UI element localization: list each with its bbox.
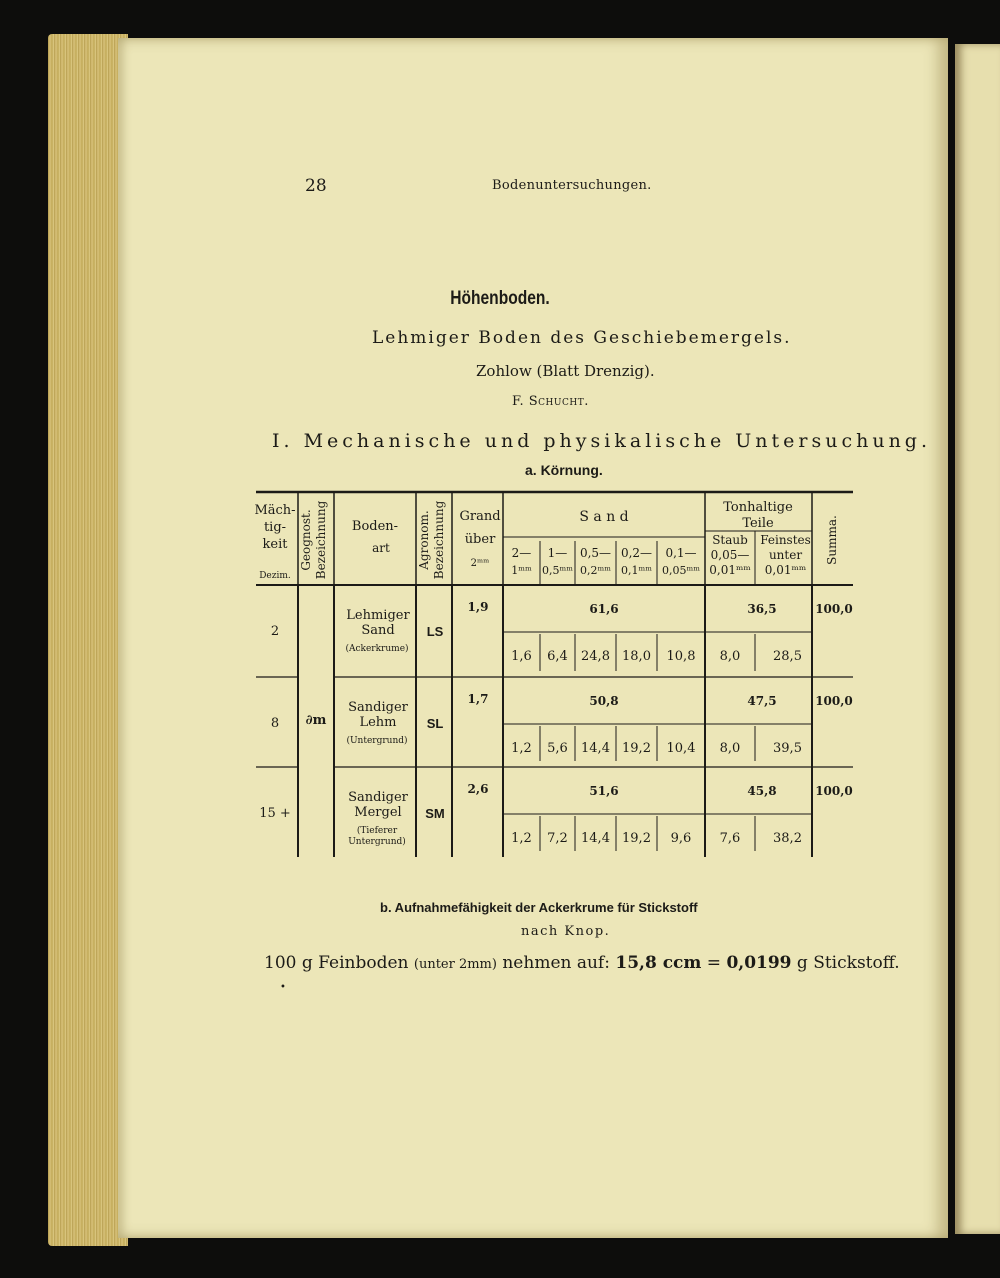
sand-fraction-value: 19,2 — [622, 741, 651, 756]
ink-dot: • — [280, 982, 286, 993]
page-number: 28 — [305, 176, 327, 196]
header-sand-fraction: 0,1— — [665, 546, 697, 560]
bodenart-note: Untergrund) — [348, 837, 406, 847]
result-ccm: 15,8 ccm — [615, 953, 702, 973]
header-sand-fraction: 1— — [547, 546, 568, 560]
sand-fraction-value: 7,2 — [547, 831, 568, 846]
bodenart-value: Sandiger — [348, 700, 408, 715]
header-agronom: Agronom. — [417, 510, 431, 570]
sand-fraction-value: 18,0 — [622, 649, 651, 664]
result-part-4: g Stickstoff. — [796, 953, 900, 973]
geognost-value: ∂m — [305, 713, 327, 728]
grand-value: 1,9 — [467, 600, 489, 614]
header-ton-fraction: unter — [768, 548, 803, 562]
bodenart-value: Sandiger — [348, 790, 408, 805]
result-part-2: (unter 2mm) — [413, 957, 497, 972]
author-line: F. Schucht. — [512, 394, 589, 409]
header-grand: Grand — [459, 509, 501, 524]
header-sand: S a n d — [579, 509, 629, 525]
bodenart-value: Lehm — [359, 715, 397, 730]
header-maechtigkeit: tig- — [263, 520, 287, 535]
ton-fraction-value: 8,0 — [719, 741, 741, 756]
ton-total-value: 36,5 — [747, 602, 777, 616]
bodenart-note: (Tieferer — [356, 826, 398, 836]
subsection-heading-a: a. Körnung. — [525, 462, 603, 478]
grand-value: 2,6 — [467, 782, 489, 796]
sand-fraction-value: 14,4 — [581, 741, 610, 756]
depth-value: 15 + — [259, 806, 291, 821]
sand-total-value: 50,8 — [589, 694, 619, 708]
subtitle: Lehmiger Boden des Geschiebemergels. — [372, 328, 792, 348]
nitrogen-result-line — [264, 953, 900, 973]
result-equals: = — [706, 953, 722, 973]
header-sand-fraction: 0,1ᵐᵐ — [621, 564, 652, 577]
header-ton-fraction: 0,01ᵐᵐ — [709, 563, 751, 577]
header-sand-fraction: 0,05ᵐᵐ — [662, 564, 700, 577]
header-bodenart: Boden- — [351, 519, 399, 534]
header-bodenart: art — [372, 541, 390, 555]
bodenart-note: (Untergrund) — [346, 736, 408, 746]
header-ton-fraction: 0,01ᵐᵐ — [764, 563, 807, 577]
agronom-value: SM — [425, 806, 445, 821]
sand-fraction-value: 6,4 — [547, 649, 568, 664]
sand-fraction-value: 10,8 — [666, 649, 696, 664]
subsection-heading-b: b. Aufnahmefähigkeit der Ackerkrume für Stickstoff — [380, 900, 698, 915]
summa-value: 100,0 — [815, 602, 853, 616]
grand-value: 1,7 — [467, 692, 489, 706]
header-ton-fraction: Feinstes — [760, 533, 811, 547]
page-title: Höhenboden. — [450, 288, 550, 309]
sand-total-value: 61,6 — [589, 602, 619, 616]
bodenart-value: Sand — [361, 623, 395, 638]
header-maechtigkeit: keit — [262, 537, 288, 552]
header-grand: 2ᵐᵐ — [470, 558, 490, 569]
ton-total-value: 47,5 — [747, 694, 777, 708]
result-part-1: 100 g Feinboden — [264, 953, 409, 973]
header-sand-fraction: 0,2— — [620, 546, 653, 560]
sand-fraction-value: 5,6 — [547, 741, 568, 756]
header-sand-fraction: 0,5— — [579, 546, 612, 560]
bodenart-value: Mergel — [354, 805, 402, 820]
ton-fraction-value: 7,6 — [719, 831, 741, 846]
bodenart-value: Lehmiger — [346, 608, 410, 623]
header-ton: Tonhaltige — [723, 500, 793, 515]
header-sand-fraction: 0,2ᵐᵐ — [580, 564, 611, 577]
header-ton-fraction: 0,05— — [710, 548, 750, 562]
sand-fraction-value: 19,2 — [622, 831, 651, 846]
header-summa: Summa. — [825, 515, 839, 565]
sand-fraction-value: 10,4 — [666, 741, 696, 756]
ton-fraction-value: 8,0 — [719, 649, 741, 664]
header-maechtigkeit: Mäch- — [254, 503, 296, 518]
summa-value: 100,0 — [815, 784, 853, 798]
ton-fraction-value: 39,5 — [773, 741, 802, 756]
sand-fraction-value: 14,4 — [581, 831, 610, 846]
header-ton-fraction: Staub — [712, 533, 748, 547]
section-heading-1: I. Mechanische und physikalische Untersuchung. — [272, 430, 932, 452]
header-grand: über — [464, 532, 496, 547]
header-geognost: Bezeichnung — [314, 500, 328, 580]
sand-fraction-value: 1,6 — [511, 649, 532, 664]
result-part-3: nehmen auf: — [502, 953, 610, 973]
header-sand-fraction: 2— — [511, 546, 532, 560]
header-agronom: Bezeichnung — [432, 500, 446, 580]
depth-value: 8 — [270, 716, 280, 731]
sand-fraction-value: 1,2 — [511, 831, 532, 846]
depth-value: 2 — [270, 624, 280, 639]
header-sand-fraction: 0,5ᵐᵐ — [542, 564, 573, 577]
sand-fraction-value: 1,2 — [511, 741, 532, 756]
header-ton: Teile — [742, 516, 774, 531]
header-geognost: Geognost. — [299, 509, 313, 571]
sand-total-value: 51,6 — [589, 784, 619, 798]
ton-total-value: 45,8 — [747, 784, 777, 798]
agronom-value: LS — [426, 624, 444, 639]
ton-fraction-value: 28,5 — [773, 649, 802, 664]
bodenart-note: (Ackerkrume) — [345, 644, 409, 654]
agronom-value: SL — [426, 716, 444, 731]
header-sand-fraction: 1ᵐᵐ — [511, 564, 532, 577]
running-head: Bodenuntersuchungen. — [492, 178, 652, 193]
sand-fraction-value: 24,8 — [581, 649, 610, 664]
ton-fraction-value: 38,2 — [773, 831, 802, 846]
header-maechtigkeit-unit: Dezim. — [259, 571, 291, 581]
result-grams: 0,0199 — [726, 953, 792, 973]
location-line: Zohlow (Blatt Drenzig). — [476, 362, 655, 380]
summa-value: 100,0 — [815, 694, 853, 708]
sand-fraction-value: 9,6 — [670, 831, 692, 846]
subsection-b-method: nach Knop. — [521, 924, 611, 939]
